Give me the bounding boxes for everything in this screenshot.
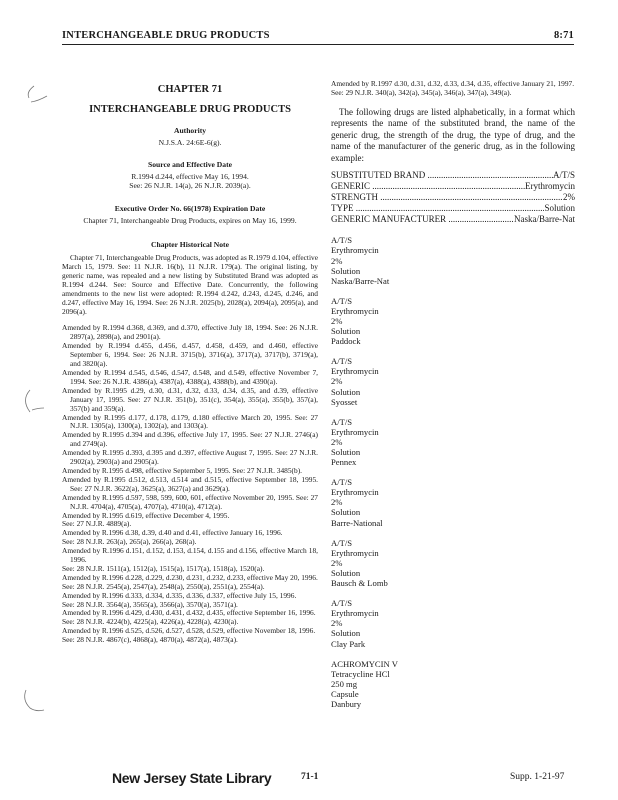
drug-manufacturer: Paddock [331, 336, 361, 347]
amendment-entry: See: 28 N.J.R. 4867(c), 4868(a), 4870(a), 4872(a), 4873(a). [62, 635, 238, 645]
drug-strength: 2% [331, 436, 343, 447]
amendment-entry: Amended by R.1995 d.619, effective December 4, 1995. [62, 510, 230, 520]
intro-paragraph: The following drugs are listed alphabetically, in a format which represents the name of the substituted brand, the name of the generic drug, the strength of the drug, the type of drug, and the name of the manufacturer of the generic drug, as in the following example: [331, 106, 575, 163]
margin-mark-middle [18, 388, 46, 416]
amendment-entry: Amended by R.1996 d.429, d.430, d.431, d.432, d.435, effective September 16, 1996. [62, 608, 316, 618]
amendment-entry: Amended by R.1994 d.368, d.369, and d.370, effective July 18, 1994. See: 26 N.J.R. 2897(a), 2898(a), and 2901(a). [62, 323, 318, 342]
drug-list [331, 235, 575, 709]
amendment-entry: Amended by R.1995 d.394 and d.396, effective July 17, 1995. See: 27 N.J.R. 2746(a) and 2749(a). [62, 430, 318, 449]
amendment-continued [331, 80, 575, 98]
drug-strength: 2% [331, 376, 343, 387]
drug-generic: Erythromycin [331, 608, 379, 619]
amendment-entry: Amended by R.1996 d.525, d.526, d.527, d.528, d.529, effective November 18, 1996. [62, 626, 316, 636]
example-row [331, 192, 575, 203]
drug-type: Solution [331, 447, 361, 457]
example-label: TYPE ..... [331, 203, 544, 214]
drug-type: Capsule [331, 688, 359, 699]
amendment-entry: See: 28 N.J.R. 1511(a), 1512(a), 1515(a), 1517(a), 1518(a), 1520(a). [62, 563, 265, 573]
amendment-entry: Amended by R.1995 d.29, d.30, d.31, d.32, d.33, d.34, d.35, and d.39, effective January 17, 1995. See: 27 N.J.R. 351(b), 351(c), 354(a), 355(a), 355(b), 357(a), 357(b) and 359(a). [62, 385, 318, 413]
amendment-entry: Amended by R.1995 d.393, d.395 and d.397, effective August 7, 1995. See: 27 N.J.R. 2902(a), 2903(a) and 2905(a). [62, 448, 318, 467]
example-row [331, 214, 575, 225]
drug-generic: Erythromycin [331, 487, 379, 498]
drug-manufacturer: Syosset [331, 396, 358, 407]
drug-manufacturer: Danbury [331, 698, 362, 709]
drug-strength: 2% [331, 618, 343, 629]
amendment-entry: Amended by R.1995 d.177, d.178, d.179, d.180 effective March 20, 1995. See: 27 N.J.R. 1305(a), 1300(a), 1302(a), and 1303(a). [62, 412, 318, 431]
source-heading: Source and Effective Date [147, 160, 232, 170]
drug-entry [331, 417, 575, 467]
amendment-entry: Amended by R.1995 d.512, d.513, d.514 and d.515, effective September 18, 1995. See: 27 N.J.R. 3622(a), 3625(a), 3627(a) and 3629(a). [62, 474, 318, 493]
drug-entry [331, 598, 575, 648]
executive-order-text: Chapter 71, Interchangeable Drug Products, expires on May 16, 1999. [83, 215, 297, 225]
amendment-list [62, 324, 318, 645]
example-label: GENERIC ..... [331, 181, 525, 192]
drug-brand: A/T/S [331, 235, 353, 246]
drug-brand: ACHROMYCIN V [331, 658, 398, 669]
example-row [331, 170, 575, 181]
drug-generic: Erythromycin [331, 366, 379, 377]
drug-type: Solution [331, 326, 361, 337]
historical-note-text: Chapter 71, Interchangeable Drug Products, was adopted as R.1979 d.104, effective March 15, 1979. See: 11 N.J.R. 16(b), 11 N.J.R. 179(a). The original listing, by generic name, was repealed and a new listing by Substituted Brand was adopted as R.1994 d.244. See: Source and Effective Date. Concurrently, the following amendments to the new list were adopted: R.1994 d.242, d.243, d.245, d.246, and d.247, effective May 16, 1994. See: 26 N.J.R. 2025(b), 2028(a), 2094(a), 2095(a), and 2096(a). [62, 252, 318, 317]
drug-manufacturer: Barre-National [331, 517, 383, 528]
header-title: INTERCHANGEABLE DRUG PRODUCTS [62, 30, 270, 41]
drug-brand: A/T/S [331, 477, 353, 488]
amendment-entry: See: 28 N.J.R. 263(a), 265(a), 266(a), 268(a). [62, 537, 197, 547]
drug-generic: Tetracycline HCl [331, 668, 390, 679]
amendment-entry: Amended by R.1994 d.455, d.456, d.457, d.458, d.459, and d.460, effective September 6, 1994. See: 26 N.J.R. 3715(b), 3716(a), 3717(a), 3717(b), 3719(a), and 3820(a). [62, 341, 318, 369]
example-value: 2% [563, 192, 575, 203]
header-page-number: 8:71 [553, 30, 574, 41]
running-header [62, 30, 574, 45]
drug-strength: 2% [331, 315, 343, 326]
drug-strength: 250 mg [331, 678, 358, 689]
amendment-entry: Amended by R.1995 d.498, effective September 5, 1995. See: 27 N.J.R. 3485(b). [62, 465, 303, 475]
drug-type: Solution [331, 386, 361, 397]
amendment-entry: Amended by R.1996 d.38, d.39, d.40 and d.41, effective January 16, 1996. [62, 528, 283, 538]
example-label: SUBSTITUTED BRAND ..... [331, 170, 553, 181]
drug-generic: Erythromycin [331, 547, 379, 558]
drug-strength: 2% [331, 497, 343, 508]
authority-text: N.J.S.A. 24:6E-6(g). [158, 138, 222, 147]
drug-generic: Erythromycin [331, 245, 379, 256]
drug-brand: A/T/S [331, 356, 353, 367]
drug-entry [331, 477, 575, 527]
example-value: Erythromycin [525, 181, 575, 192]
drug-entry [331, 235, 575, 285]
library-stamp: New Jersey State Library [112, 770, 272, 786]
example-value: Solution [544, 203, 575, 214]
amendment-entry: See: 28 N.J.R. 2545(a), 2547(a), 2548(a), 2550(a), 2551(a), 2554(a). [62, 581, 265, 591]
drug-manufacturer: Pennex [331, 457, 357, 468]
drug-type: Solution [331, 265, 361, 276]
left-column [62, 84, 318, 645]
example-row [331, 203, 575, 214]
amendment-entry: Amended by R.1996 d.333, d.334, d.335, d.336, d.337, effective July 15, 1996. [62, 590, 297, 600]
supplement-date: Supp. 1-21-97 [510, 772, 565, 782]
right-column [331, 80, 575, 709]
footer-page-number: 71-1 [301, 772, 319, 782]
example-row [331, 181, 575, 192]
amendment-entry: Amended by R.1996 d.228, d.229, d.230, d.231, d.232, d.233, effective May 20, 1996. [62, 572, 318, 582]
amendment-entry: See: 27 N.J.R. 4889(a). [62, 519, 132, 529]
drug-manufacturer: Bausch & Lomb [331, 578, 388, 589]
chapter-title: INTERCHANGEABLE DRUG PRODUCTS [89, 104, 291, 115]
drug-manufacturer: Naska/Barre-Nat [331, 275, 390, 286]
chapter-number: CHAPTER 71 [157, 84, 223, 95]
drug-type: Solution [331, 628, 361, 639]
drug-brand: A/T/S [331, 598, 353, 609]
historical-note-heading: Chapter Historical Note [151, 239, 229, 249]
drug-generic: Erythromycin [331, 305, 379, 316]
source-line-2: See: 26 N.J.R. 14(a), 26 N.J.R. 2039(a). [129, 181, 251, 191]
drug-entry [331, 659, 575, 709]
amendment-entry: Amended by R.1997 d.30, d.31, d.32, d.33, d.34, d.35, effective January 21, 1997. [331, 79, 575, 88]
drug-entry [331, 296, 575, 346]
drug-entry [331, 538, 575, 588]
drug-manufacturer: Clay Park [331, 638, 366, 649]
drug-type: Solution [331, 507, 361, 518]
drug-brand: A/T/S [331, 416, 353, 427]
drug-generic: Erythromycin [331, 426, 379, 437]
drug-brand: A/T/S [331, 537, 353, 548]
example-label: STRENGTH ..... [331, 192, 563, 203]
margin-mark-bottom [18, 688, 48, 714]
drug-type: Solution [331, 567, 361, 578]
drug-strength: 2% [331, 557, 343, 568]
authority-heading: Authority [173, 126, 207, 135]
drug-brand: A/T/S [331, 295, 353, 306]
margin-mark-top [20, 84, 50, 106]
amendment-entry: Amended by R.1994 d.545, d.546, d.547, d.548, and d.549, effective November 7, 1994. See: 26 N.J.R. 4386(a), 4387(a), 4388(a), 4388(b), and 4390(a). [62, 368, 318, 386]
amendment-entry: See: 28 N.J.R. 4224(b), 4225(a), 4226(a), 4228(a), 4230(a). [62, 617, 239, 627]
source-line-1: R.1994 d.244, effective May 16, 1994. [131, 172, 249, 182]
drug-entry [331, 356, 575, 406]
example-value: Naska/Barre-Nat [514, 214, 575, 225]
amendment-entry: Amended by R.1996 d.151, d.152, d.153, d.154, d.155 and d.156, effective March 18, 1996. [62, 546, 318, 565]
example-value: A/T/S [552, 170, 575, 181]
example-label: GENERIC MANUFACTURER ..... [331, 214, 514, 225]
amendment-entry: See: 29 N.J.R. 340(a), 342(a), 345(a), 346(a), 347(a), 349(a). [331, 87, 512, 97]
executive-order-heading: Executive Order No. 66(1978) Expiration Date [114, 203, 266, 213]
amendment-entry: Amended by R.1995 d.597, 598, 599, 600, 601, effective November 20, 1995. See: 27 N.J.R. 4704(a), 4705(a), 4707(a), 4710(a), 4712(a). [62, 492, 318, 511]
format-example [331, 170, 575, 225]
drug-strength: 2% [331, 255, 343, 266]
amendment-entry: See: 28 N.J.R. 3564(a), 3565(a), 3566(a), 3570(a), 3571(a). [62, 599, 238, 609]
